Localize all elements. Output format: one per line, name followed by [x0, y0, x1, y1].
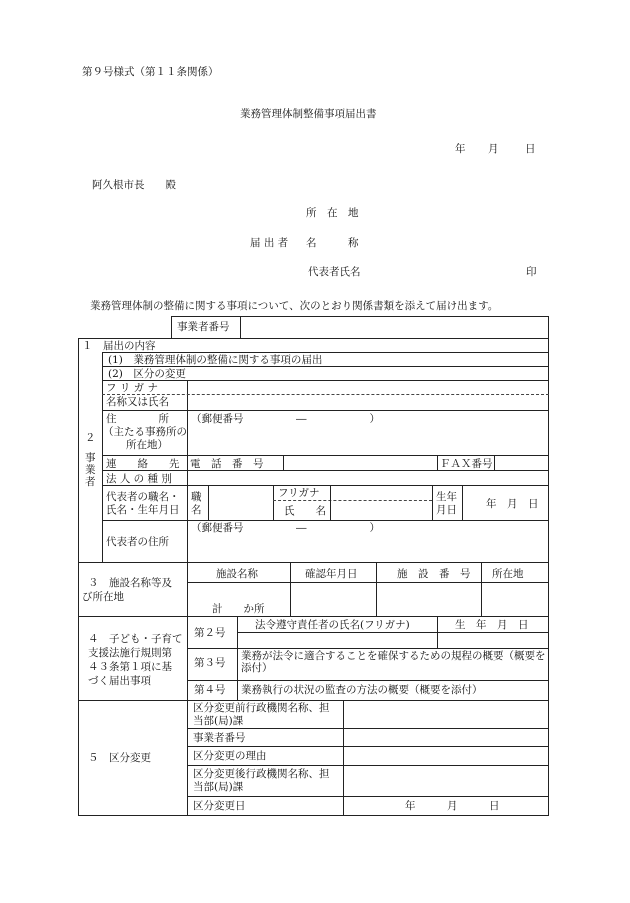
date-month: 月 [488, 143, 499, 155]
address-line2: （主たる事務所の [103, 426, 187, 438]
address-label: 所 在 地 [306, 207, 359, 219]
date-day: 日 [525, 143, 536, 155]
corp-type-label: 法 人 の 種 別 [106, 473, 172, 485]
section5-row4-a: 区分変更後行政機関名称、担 [193, 768, 330, 780]
section5-row1-a: 区分変更前行政機関名称、担 [193, 702, 330, 714]
rep-title-line2: 氏名・生年月日 [106, 504, 180, 516]
birth-label-b: 月日 [436, 504, 457, 516]
address-line1: 住 所 [106, 413, 169, 425]
item2-label: 第２号 [194, 627, 226, 639]
section5-row4-b: 当部(局)課 [193, 781, 244, 793]
business-number-label: 事業者番号 [177, 321, 230, 333]
section2-number: ２ [85, 432, 96, 444]
document-title: 業務管理体制整備事項届出書 [240, 108, 377, 120]
section4-label-a: ４ 子ども・子育て [88, 633, 183, 645]
section4-label-d: づく届出事項 [88, 675, 151, 687]
fax-label: ＦＡＸ番号 [440, 458, 493, 470]
section5-row3: 区分変更の理由 [193, 750, 267, 762]
postal-code-field[interactable]: （郵便番号 ― ） [191, 413, 380, 425]
job-title-label-b: 名 [191, 504, 202, 516]
facility-number-header: 施 設 番 号 [397, 568, 471, 580]
furigana-label: フ リ ガ ナ [106, 382, 159, 394]
rep-postal-field[interactable]: （郵便番号 ― ） [191, 522, 380, 534]
item2-birth: 生 年 月 日 [455, 619, 529, 631]
seal-mark: 印 [526, 266, 537, 278]
section3-label-b: び所在地 [82, 591, 124, 603]
contact-label: 連 絡 先 [106, 458, 180, 470]
phone-label: 電 話 番 号 [190, 458, 264, 470]
confirmation-date-header: 確認年月日 [305, 568, 358, 580]
item4-label: 第４号 [194, 684, 226, 696]
item4-text: 業務執行の状況の監査の方法の概要（概要を添付） [241, 684, 483, 696]
facility-total: 計 か所 [212, 603, 265, 615]
rep-title-line1: 代表者の職名・ [106, 491, 180, 503]
item2-text: 法令遵守責任者の氏名(フリガナ) [255, 619, 410, 631]
change-date-field[interactable]: 年 月 日 [405, 800, 500, 812]
section5-label: ５ 区分変更 [88, 752, 151, 764]
date-year: 年 [455, 143, 466, 155]
section5-row1-b: 当部(局)課 [193, 715, 244, 727]
rep-name-label: 氏 名 [284, 505, 326, 517]
addressee: 阿久根市長 殿 [92, 179, 176, 191]
birth-date-field[interactable]: 年 月 日 [486, 498, 539, 510]
location-header: 所在地 [492, 568, 524, 580]
filer-label: 届 出 者 [250, 237, 289, 249]
section5-row5: 区分変更日 [193, 800, 246, 812]
item3-text: 業務が法令に適合することを確保するための規程の概要（概要を添付） [241, 650, 546, 674]
address-line3: 所在地） [126, 439, 168, 451]
section1-option2: (2) 区分の変更 [108, 368, 186, 380]
section4-label-c: ４３条第１項に基 [88, 661, 172, 673]
section1-option1: (1) 業務管理体制の整備に関する事項の届出 [108, 354, 323, 366]
item3-label: 第３号 [194, 657, 226, 669]
representative-label: 代表者氏名 [308, 266, 361, 278]
section5-row2: 事業者番号 [193, 732, 246, 744]
birth-label-a: 生年 [436, 491, 457, 503]
rep-furigana-label: フリガナ [278, 487, 320, 499]
job-title-label-a: 職 [191, 491, 202, 503]
section3-label-a: ３ 施設名称等及 [88, 577, 172, 589]
section1-title: １ 届出の内容 [82, 340, 156, 352]
form-number: 第９号様式（第１１条関係） [82, 66, 219, 78]
facility-name-header: 施設名称 [216, 568, 258, 580]
intro-text: 業務管理体制の整備に関する事項について、次のとおり関係書類を添えて届け出ます。 [90, 300, 499, 312]
name-label: 名 称 [306, 237, 359, 249]
section2-label: 事業者 [85, 452, 96, 488]
section4-label-b: 支援法施行規則第 [88, 647, 172, 659]
rep-address-label: 代表者の住所 [106, 536, 169, 548]
name-or-title-label: 名称又は氏名 [106, 396, 169, 408]
